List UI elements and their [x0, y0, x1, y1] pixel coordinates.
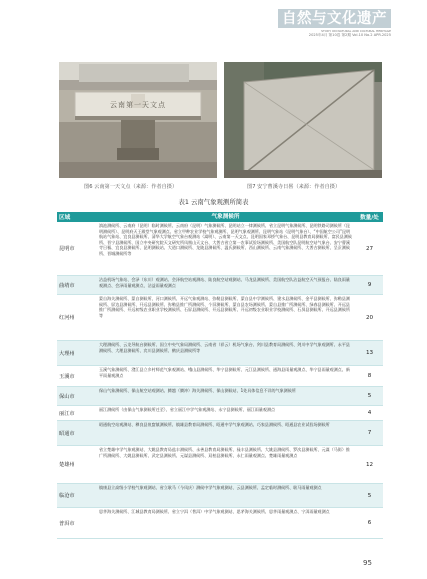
header-area: 区域: [59, 215, 71, 221]
stations-table: [57, 212, 383, 539]
table-row: [57, 406, 383, 421]
row-count: 4: [367, 410, 372, 416]
row-area: 普洱市: [59, 520, 75, 527]
row-stations: 沾益机场气象站、会泽（东川）观测站、会泽航空站观测站、陆良航空站观测站、马龙县测候所、美国航空队沾益航空天气预报台、陆良雨量观测点、会泽雨量观测点、沾益雨量观测点: [99, 277, 350, 288]
row-stations: 大理测候所、云龙导航台测候所、国立中央气象局测候所、云南省（祥云）机场气象台、剑川县教育局测候所、剑川中学气象观测所、永平县测候所、大理县测候所、宾川县测候所、鹤庆县测候所等: [99, 342, 350, 353]
header-count: 数量/处: [360, 215, 379, 221]
row-count: 7: [367, 430, 372, 436]
journal-logo: 自然与文化遗产: [278, 9, 391, 28]
row-stations: 昭通航空站观测站、彝良县鱼窟镇测候所、镇雄县教育局测候所、昭通中学气象观测站、巧家县测候所、昭通县农业试验场测候所: [99, 422, 330, 427]
stone-inscription: 云南第一天文点: [110, 101, 166, 109]
figure-6-photo: [59, 62, 217, 178]
table-row: [57, 508, 383, 539]
row-area: 大理州: [59, 350, 75, 357]
row-stations: 丽江测候所（由保山气象测候所迁至）、省立丽江中学气象观测站、永宁县测候所、丽江雨量观测点: [99, 407, 276, 412]
row-area: 丽江市: [59, 410, 75, 417]
row-area: 玉溪市: [59, 373, 75, 380]
row-area: 曲靖市: [59, 282, 75, 289]
figure-7-caption: 图7 安宁曹溪寺日晷（来源：作者自摄）: [247, 184, 341, 190]
row-area: 昆明市: [59, 246, 75, 252]
table-row: [57, 341, 383, 366]
row-stations: 保山气象测候所、保山航空站观测站、腾越（腾冲）海关测候所、保山测候站、1处具体信息不详的气象测候所: [99, 388, 296, 393]
table-row: [57, 222, 383, 276]
row-area: 红河州: [59, 315, 75, 321]
row-stations: 省立楚雄中学气象观测站、大姚县教育局盐丰测候所、永善县教育局测候所、禄丰县测候所、大姚县测候所、罗次县测候所、元谋（马街）推广所测候所、大姚县测候所、武定县测候所、元谋县测候所、双柏县测候所、永仁雨量观测点、楚雄雨量观测点: [99, 447, 350, 458]
row-area: 保山市: [59, 393, 75, 400]
table-row: [57, 276, 383, 295]
row-area: 昭通市: [59, 430, 75, 437]
table-row: [57, 421, 383, 446]
row-count: 12: [365, 461, 374, 468]
journal-issue-info: 2025年4月 第10卷 第2期 Vol.10 No.2 APR.2025: [308, 33, 391, 37]
table-header: [57, 212, 383, 222]
row-count: 5: [367, 492, 372, 499]
row-area: 楚雄州: [59, 462, 75, 468]
table-row: [57, 387, 383, 406]
row-stations: 蒙自海关测候所、蒙自测候所、河口测候所、开远气象观测站、弥勒县测候所、蒙自县中学测候所、建水县测候所、金平县测候所、弥勒县测候所、屏边县测候所、开远县测候所、弥勒县推广所测候所、个旧测候所、蒙自县农场测候所、蒙自县推广所测候所、绿春县测候所、开远县推广所测候所、开远初级农业职业学校测候所、石屏县测候所、开远县测候所、开远初级农业职业学校测候所、石屏县测候所、开远县测候所等: [99, 296, 350, 318]
header-stations: 气象测候所: [211, 214, 240, 220]
row-count: 27: [365, 245, 374, 252]
row-count: 13: [365, 350, 374, 356]
row-stations: 思茅海关测候所、江城县教育局测候所、省立宁洱（普洱）中学气象观测站、思茅海关测候所、思茅雨量观测点、宁洱雨量观测点: [99, 509, 330, 514]
row-area: 临沧市: [59, 493, 75, 499]
row-count: 6: [367, 520, 372, 526]
table-row: [57, 295, 383, 341]
table-row: [57, 484, 383, 508]
journal-english-title: STUDY ON NATURAL AND CULTURAL HERITAGE: [321, 29, 391, 33]
row-count: 5: [367, 393, 372, 399]
table-title: 表1 云南气象观测所简表: [178, 198, 249, 206]
row-count: 20: [365, 314, 374, 321]
row-stations: 滇池测候所、云南府（昆明）临时测候所、云南府（昆明）气象测候所、昆明站立一律测候所、省立昆明气象测候所、昆明铁路司测候所（昆明测候所）、昆明府天王殿堂气象观测点、省立甲种农业学校气象观测所、昆明气象观测所、昆明气象站（昆明气象台）、“中国航空公司”昆明航站气象站、宜良县测候所、清华大学航空气象台观测站（嵩明）、云南第一天文点、昆明国家邓桥气象台、昆明县教育局测候所、富民县测候所、晋宁县测候所、国立中央研究院天文研究所凤凰山天文台、大普吉省立第一农事试验场测候所、美国航空队昆明航空站气象台、安宁曹溪寺日晷、宜良县测候所、昆明测候站、大道口测候所、龙陵县测候所、温氏测候所、西山测候所、云南气象测候所、大普吉测候所、呈贡测候所、晋城测候所等: [99, 223, 352, 256]
table-row: [57, 366, 383, 387]
page-number: 95: [363, 559, 372, 567]
figure-7-photo: [224, 62, 382, 178]
table-row: [57, 446, 383, 484]
row-count: 8: [367, 373, 372, 379]
row-stations: 镇康县立高级小学校气象观测站、省立耿马（今凤庆）测候中学气象观测站、云县测候所、孟定临时测候所、耿马雨量观测点: [99, 485, 322, 490]
journal-masthead: [256, 8, 391, 38]
row-stations: 玉溪气象测候所、澄江县立乡村师范气象观测站、峨山县测候所、华宁县测候所、元江县测候所、通海县雨量观测点、华宁县雨量观测点、新平雨量观测点: [99, 367, 350, 378]
figure-6-caption: 图6 云南第一天文点（来源：作者自摄）: [84, 184, 178, 190]
row-count: 9: [367, 282, 372, 288]
